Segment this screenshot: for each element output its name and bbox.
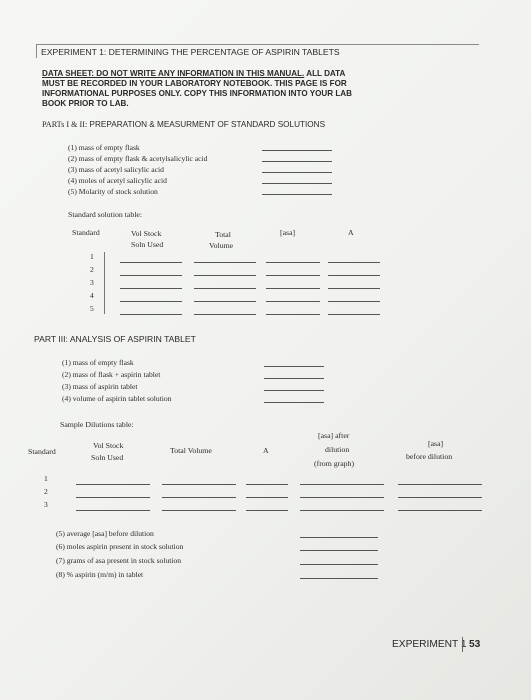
sample-blank <box>246 510 288 511</box>
part12-item-5: (5) Molarity of stock solution <box>68 187 158 196</box>
sample-blank <box>162 497 236 498</box>
part12-heading <box>42 120 325 129</box>
notice-line-4: BOOK PRIOR TO LAB. <box>42 99 129 108</box>
part12-item-4: (4) moles of acetyl salicylic acid <box>68 176 167 185</box>
result-item-6: (6) moles aspirin present in stock solution <box>56 542 184 551</box>
sample-blank <box>398 497 482 498</box>
std-blank <box>266 301 320 302</box>
header-rule <box>36 44 479 45</box>
part12-item-1: (1) mass of empty flask <box>68 143 140 152</box>
part3-item-2: (2) mass of flask + aspirin tablet <box>62 370 161 379</box>
sample-col-volstock-2: Soln Used <box>91 453 124 462</box>
part12-blank-5 <box>262 194 332 195</box>
sample-col-volstock-1: Vol Stock <box>93 441 124 450</box>
std-col-volstock-1: Vol Stock <box>131 229 162 238</box>
footer-divider <box>462 637 463 652</box>
sample-blank <box>162 484 236 485</box>
std-blank <box>328 288 380 289</box>
sample-blank <box>76 497 150 498</box>
part3-item-4: (4) volume of aspirin tablet solution <box>62 394 172 403</box>
page-number: 53 <box>469 639 481 650</box>
result-blank-5 <box>300 537 378 538</box>
notice-line-1 <box>42 69 345 78</box>
std-blank <box>120 288 182 289</box>
part3-blank-1 <box>264 366 324 367</box>
sample-blank <box>246 497 288 498</box>
part12-heading-roman: PARTs I & II: <box>42 120 88 129</box>
part3-item-1: (1) mass of empty flask <box>62 358 134 367</box>
std-blank <box>194 275 256 276</box>
part12-item-2: (2) mass of empty flask & acetylsalicylic acid <box>68 154 208 163</box>
result-item-8: (8) % aspirin (m/m) in tablet <box>56 570 144 579</box>
part3-item-3: (3) mass of aspirin tablet <box>62 382 138 391</box>
result-blank-7 <box>300 564 378 565</box>
std-blank <box>266 314 320 315</box>
sample-blank <box>76 484 150 485</box>
std-blank <box>120 262 182 263</box>
std-row-1: 1 <box>90 252 94 261</box>
std-blank <box>120 275 182 276</box>
part12-blank-3 <box>262 172 332 173</box>
std-blank <box>120 301 182 302</box>
notice-line-3: INFORMATIONAL PURPOSES ONLY. COPY THIS INFORMATION INTO YOUR LAB <box>42 89 352 98</box>
notice-lead: DATA SHEET: DO NOT WRITE ANY INFORMATION IN THIS MANUAL. <box>42 69 305 78</box>
part3-blank-2 <box>264 378 324 379</box>
std-col-volstock-2: Soln Used <box>131 240 164 249</box>
std-blank <box>266 262 320 263</box>
sample-col-after-3: (from graph) <box>314 459 355 468</box>
sample-col-standard: Standard <box>28 447 56 456</box>
sample-col-after-1: [asa] after <box>318 431 350 440</box>
sample-col-total: Total Volume <box>170 446 212 455</box>
std-row-4: 4 <box>90 291 94 300</box>
sample-blank <box>300 510 384 511</box>
result-blank-8 <box>300 578 378 579</box>
std-blank <box>194 262 256 263</box>
part12-blank-1 <box>262 150 332 151</box>
sample-blank <box>162 510 236 511</box>
std-blank <box>328 301 380 302</box>
std-row-2: 2 <box>90 265 94 274</box>
part12-blank-2 <box>262 161 332 162</box>
part12-blank-4 <box>262 183 332 184</box>
notice-line-2: MUST BE RECORDED IN YOUR LABORATORY NOTEBOOK. THIS PAGE IS FOR <box>42 79 347 88</box>
std-blank <box>194 288 256 289</box>
sample-row-3: 3 <box>44 500 48 509</box>
part12-item-3: (3) mass of acetyl salicylic acid <box>68 165 164 174</box>
sample-col-before-2: before dilution <box>406 452 453 461</box>
sample-blank <box>398 510 482 511</box>
sample-table-title: Sample Dilutions table: <box>60 420 134 429</box>
footer-label: EXPERIMENT 1 <box>392 639 467 650</box>
result-item-5: (5) average [asa] before dilution <box>56 529 154 538</box>
sample-col-after-2: dilution <box>325 445 350 454</box>
std-blank <box>266 275 320 276</box>
std-blank <box>266 288 320 289</box>
std-row-5: 5 <box>90 304 94 313</box>
std-blank <box>120 314 182 315</box>
part3-heading: PART III: ANALYSIS OF ASPIRIN TABLET <box>34 334 196 344</box>
header-tick <box>36 44 37 58</box>
notice-line-1-rest: ALL DATA <box>304 69 346 78</box>
part12-heading-rest: PREPARATION & MEASURMENT OF STANDARD SOLUTIONS <box>87 120 326 129</box>
page-title: EXPERIMENT 1: DETERMINING THE PERCENTAGE OF ASPIRIN TABLETS <box>41 47 340 57</box>
std-blank <box>328 275 380 276</box>
std-blank <box>194 314 256 315</box>
std-col-total-1: Total <box>215 230 231 239</box>
std-col-total-2: Volume <box>209 241 234 250</box>
sample-blank <box>300 497 384 498</box>
result-item-7: (7) grams of asa present in stock solution <box>56 556 182 565</box>
standard-table-title: Standard solution table: <box>68 210 143 219</box>
result-blank-6 <box>300 550 378 551</box>
sample-col-before-1: [asa] <box>428 439 444 448</box>
std-blank <box>328 262 380 263</box>
sample-blank <box>76 510 150 511</box>
std-col-asa: [asa] <box>280 228 296 237</box>
sample-row-2: 2 <box>44 487 48 496</box>
sample-blank <box>398 484 482 485</box>
sample-row-1: 1 <box>44 474 48 483</box>
std-col-standard: Standard <box>72 228 100 237</box>
part3-blank-3 <box>264 390 324 391</box>
sample-blank <box>300 484 384 485</box>
std-row-divider <box>104 252 105 314</box>
std-blank <box>194 301 256 302</box>
sample-blank <box>246 484 288 485</box>
std-row-3: 3 <box>90 278 94 287</box>
sample-col-absorbance: A <box>263 446 269 455</box>
part3-blank-4 <box>264 402 324 403</box>
std-blank <box>328 314 380 315</box>
std-col-absorbance: A <box>348 228 354 237</box>
